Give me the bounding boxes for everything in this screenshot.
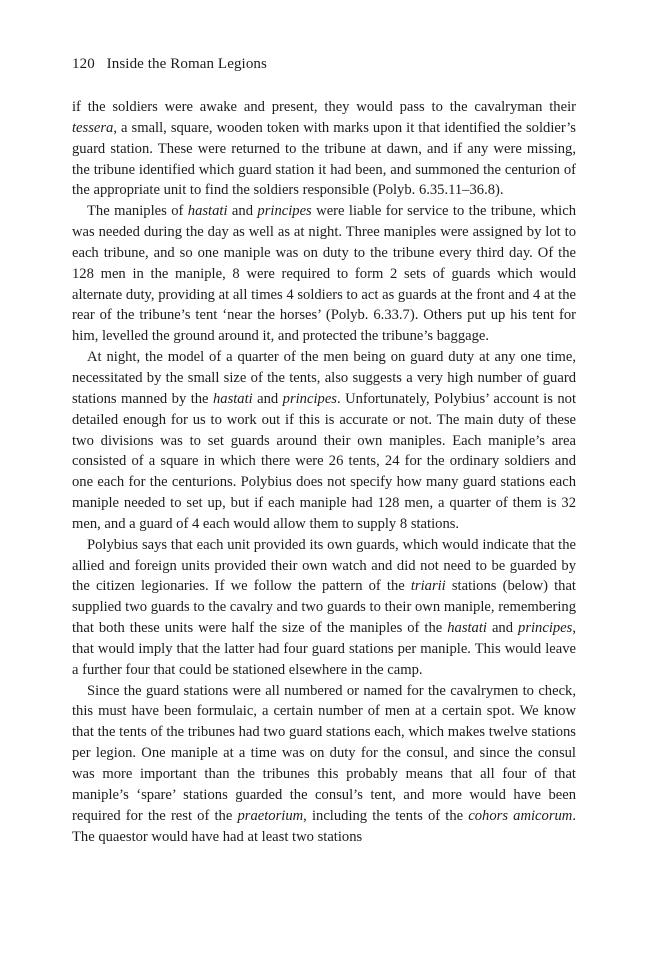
text-run: Since the guard stations were all numbered or named for the cavalrymen to check, this must have been formulaic, a certain number of men at a certain spot. We know that the tents of the tribunes had two guard stations each, which makes twelve stations per legion. One maniple at a time was on duty for the consul, and since the consul was more important than the tribunes this probably means that all four of that maniple’s ‘spare’ stations guarded the consul’s tent, and more would have been required for the rest of the: [72, 682, 576, 824]
running-header: [72, 54, 267, 74]
paragraph: [72, 201, 576, 347]
text-run: . Unfortunately, Polybius’ account is not detailed enough for us to work out if this is accurate or not. The main duty of these two divisions was to set guards around their own maniples. Each maniple’s area consisted of a square in which there were 26 tents, 24 for the ordinary soldiers and one each for the centurions. Polybius does not specify how many guard stations each maniple needed to set up, but if each maniple had 128 men, a quarter of them is 32 men, and a guard of 4 each would allow them to supply 8 stations.: [72, 390, 577, 532]
text-run: were liable for service to the tribune, which was needed during the day as well as at night. Three maniples were assigned by lot to each tribune, and so one maniple was on duty to the tribune every third day. Of the 128 men in the maniple, 8 were required to form 2 sets of guards which would alternate duty, providing at all times 4 soldiers to act as guards at the front and 4 at the rear of the tribune’s tent ‘near the horses’ (Polyb. 6.33.7). Others put up his tent for him, levelled the ground around it, and protected the tribune’s baggage.: [72, 203, 576, 345]
italic-term: hastati: [447, 620, 487, 637]
text-run: Polybius says that each unit provided its own guards, which would indicate that the allied and foreign units provided their own watch and did not need to be guarded by the citizen legionaries. If we follow the pattern of the: [72, 536, 576, 595]
text-run: and: [486, 620, 519, 637]
text-run: if the soldiers were awake and present, they would pass to the cavalryman their: [72, 99, 576, 115]
paragraph: [72, 97, 576, 201]
italic-term: praetorium: [237, 807, 304, 824]
text-run: stations (below) that supplied two guards to the cavalry and two guards to their own maniple, remembering that both these units were half the size of the maniples of the: [72, 578, 576, 637]
italic-term: triarii: [410, 578, 446, 595]
italic-term: hastati: [187, 203, 228, 220]
italic-term: cohors amicorum: [468, 807, 573, 824]
paragraph: [72, 347, 576, 535]
paragraph: [72, 681, 576, 848]
text-run: The maniples of: [87, 203, 188, 220]
text-run: and: [227, 203, 258, 220]
italic-term: hastati: [212, 390, 253, 407]
page-number: 120: [72, 56, 95, 72]
text-run: , that would imply that the latter had four guard stations per maniple. This would leave a further four that could be stationed elsewhere in the camp.: [72, 620, 576, 678]
text-run: , including the tents of the: [303, 807, 469, 824]
text-run: . The quaestor would have had at least two stations: [72, 807, 576, 845]
text-run: and: [252, 390, 283, 407]
paragraph: [72, 535, 576, 681]
italic-term: principes: [518, 620, 573, 637]
body-text: [72, 97, 576, 847]
italic-term: principes: [282, 390, 337, 407]
italic-term: tessera: [72, 119, 114, 136]
text-run: , a small, square, wooden token with marks upon it that identified the soldier’s guard station. These were returned to the tribune at dawn, and if any were missing, the tribune identified which guard station it had been, and summoned the centurion of the appropriate unit to find the soldiers responsible (Polyb. 6.35.11–36.8).: [72, 119, 576, 199]
text-run: At night, the model of a quarter of the men being on guard duty at any one time, necessitated by the small size of the tents, also suggests a very high number of guard stations manned by the: [72, 349, 576, 407]
italic-term: principes: [257, 203, 312, 220]
running-title: Inside the Roman Legions: [106, 56, 267, 72]
